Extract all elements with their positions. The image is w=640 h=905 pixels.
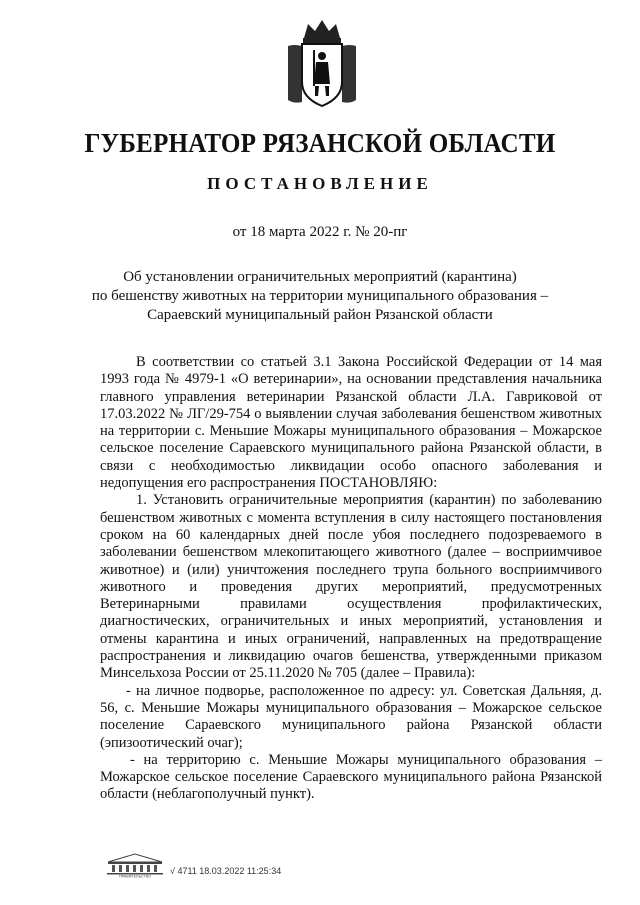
clause-1-paragraph: 1. Установить ограничительные мероприятия (карантин) по заболеванию бешенством животных с момента вступления в силу настоящего постановления сроком на 60 календарных дней после убоя последнего подозреваемого в заболевании бешенством млекопитающего животного (далее – восприимчивое животное) и (или) уничтожения последнего трупа больного восприимчивого животного и проведения других мероприятий, предусмотренных Ветеринарными правилами осуществления профилактических, диагностических, ограничительных и иных мероприятий, установления и отмены карантина и иных ограничений, направленных на предотвращение распространения и ликвидацию очагов бешенства, утвержденными приказом Минсельхоза России от 25.11.2020 № 705 (далее – Правила): [100,492,602,682]
coat-of-arms-icon [284,16,360,108]
clause-item-territory: - на территорию с. Меньшие Можары муниципального образования – Можарское сельское поселение Сараевского муниципального района Рязанской области (неблагополучный пункт). [100,751,602,803]
authority-title: ГУБЕРНАТОР РЯЗАНСКОЙ ОБЛАСТИ [84,128,556,158]
document-body [100,354,602,804]
registration-mark: √ 4711 18.03.2022 11:25:34 [170,866,282,876]
clause-item-outbreak: - на личное подворье, расположенное по адресу: ул. Советская Дальняя, д. 56, с. Меньшие Можары муниципального образования – Можарское сельское поселение Сараевского муниципального района Рязанской области (эпизоотический очаг); [100,682,602,751]
document-subject [60,268,580,325]
subject-line: Сараевский муниципальный район Рязанской области [147,307,493,323]
document-date-number: от 18 марта 2022 г. № 20-пг [232,224,408,240]
subject-line: по бешенству животных на территории муниципального образования – [91,288,549,304]
subject-line: Об установлении ограничительных мероприятий (карантина) [123,269,517,285]
stamp-label: ПРАВИТЕЛЬСТВО [118,874,152,878]
government-stamp-icon [104,852,166,878]
document-type: ПОСТАНОВЛЕНИЕ [207,174,433,193]
preamble-paragraph: В соответствии со статьей 3.1 Закона Российской Федерации от 14 мая 1993 года № 4979-1 «О ветеринарии», на основании представления начальника главного управления ветеринарии Рязанской области Л.А. Гавриковой от 17.03.2022 № ЛГ/29-754 о выявлении случая заболевания бешенством животных на территории с. Меньшие Можары муниципального образования – Можарское сельское поселение Сараевского муниципального района Рязанской области, в связи с необходимостью ликвидации особо опасного заболевания и недопущения его распространения ПОСТАНОВЛЯЮ: [100,354,602,492]
